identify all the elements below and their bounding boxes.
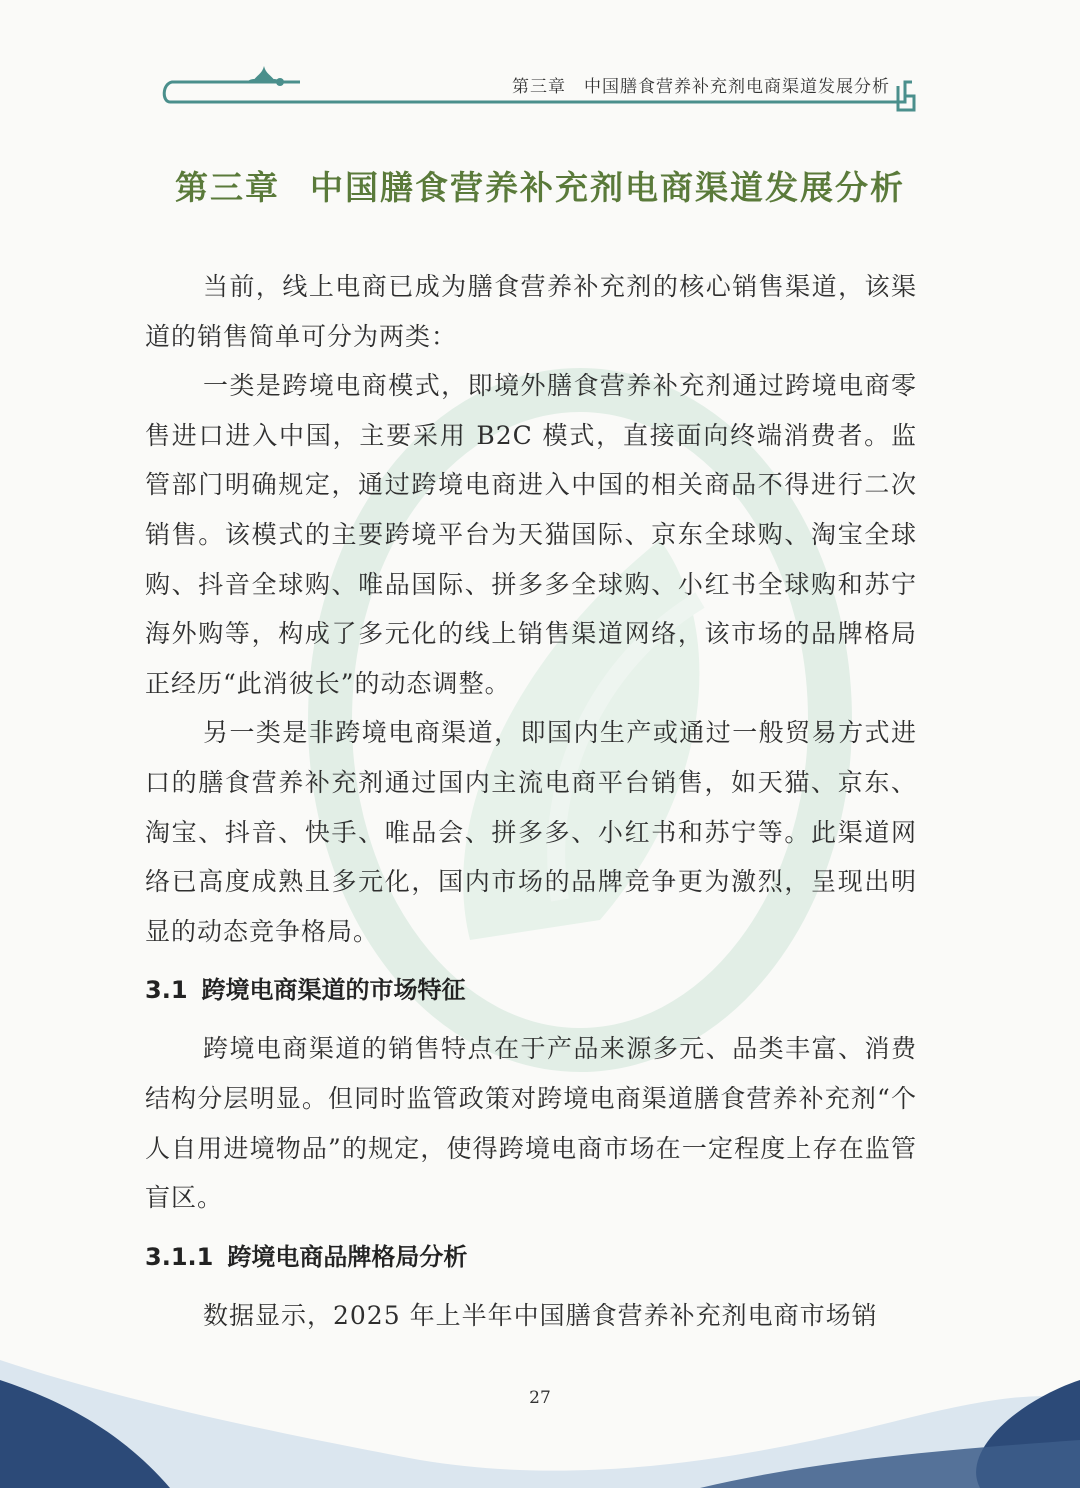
section-heading-3-1-1 (145, 1235, 917, 1279)
section-3-1-paragraph: 跨境电商渠道的销售特点在于产品来源多元、品类丰富、消费结构分层明显。但同时监管政策对跨境电商渠道膳食营养补充剂“个人自用进境物品”的规定，使得跨境电商市场在一定程度上存在监管盲区。 (145, 1034, 917, 1213)
intro-paragraph: 当前，线上电商已成为膳食营养补充剂的核心销售渠道，该渠道的销售简单可分为两类： (145, 272, 917, 351)
body-text (145, 262, 917, 1340)
section-number: 3.1 (145, 976, 188, 1005)
chapter-title-label: 第三章 (175, 168, 280, 207)
running-head (494, 72, 890, 97)
cross-border-paragraph: 一类是跨境电商模式，即境外膳食营养补充剂通过跨境电商零售进口进入中国，主要采用 B2C 模式，直接面向终端消费者。监管部门明确规定，通过跨境电商进入中国的相关商品不得进行二次销售。该模式的主要跨境平台为天猫国际、京东全球购、淘宝全球购、抖音全球购、唯品国际、拼多多全球购、小红书全球购和苏宁海外购等，构成了多元化的线上销售渠道网络，该市场的品牌格局正经历“此消彼长”的动态调整。 (145, 371, 917, 698)
footer-wave-decoration (0, 1340, 1080, 1488)
section-title: 跨境电商渠道的市场特征 (201, 976, 466, 1005)
chapter-title-name: 中国膳食营养补充剂电商渠道发展分析 (310, 168, 905, 207)
section-heading-3-1 (145, 968, 917, 1012)
page-number: 27 (529, 1388, 551, 1408)
chapter-title (0, 162, 1080, 209)
section-3-1-1-paragraph: 数据显示，2025 年上半年中国膳食营养补充剂电商市场销 (203, 1300, 878, 1330)
running-head-title: 中国膳食营养补充剂电商渠道发展分析 (584, 77, 890, 97)
subsection-title: 跨境电商品牌格局分析 (227, 1242, 468, 1271)
domestic-paragraph: 另一类是非跨境电商渠道，即国内生产或通过一般贸易方式进口的膳食营养补充剂通过国内主流电商平台销售，如天猫、京东、淘宝、抖音、快手、唯品会、拼多多、小红书和苏宁等。此渠道网络已高度成熟且多元化，国内市场的品牌竞争更为激烈，呈现出明显的动态竞争格局。 (145, 718, 917, 946)
lotus-icon (244, 66, 284, 83)
subsection-number: 3.1.1 (145, 1242, 214, 1271)
running-head-chapter: 第三章 (512, 77, 566, 97)
